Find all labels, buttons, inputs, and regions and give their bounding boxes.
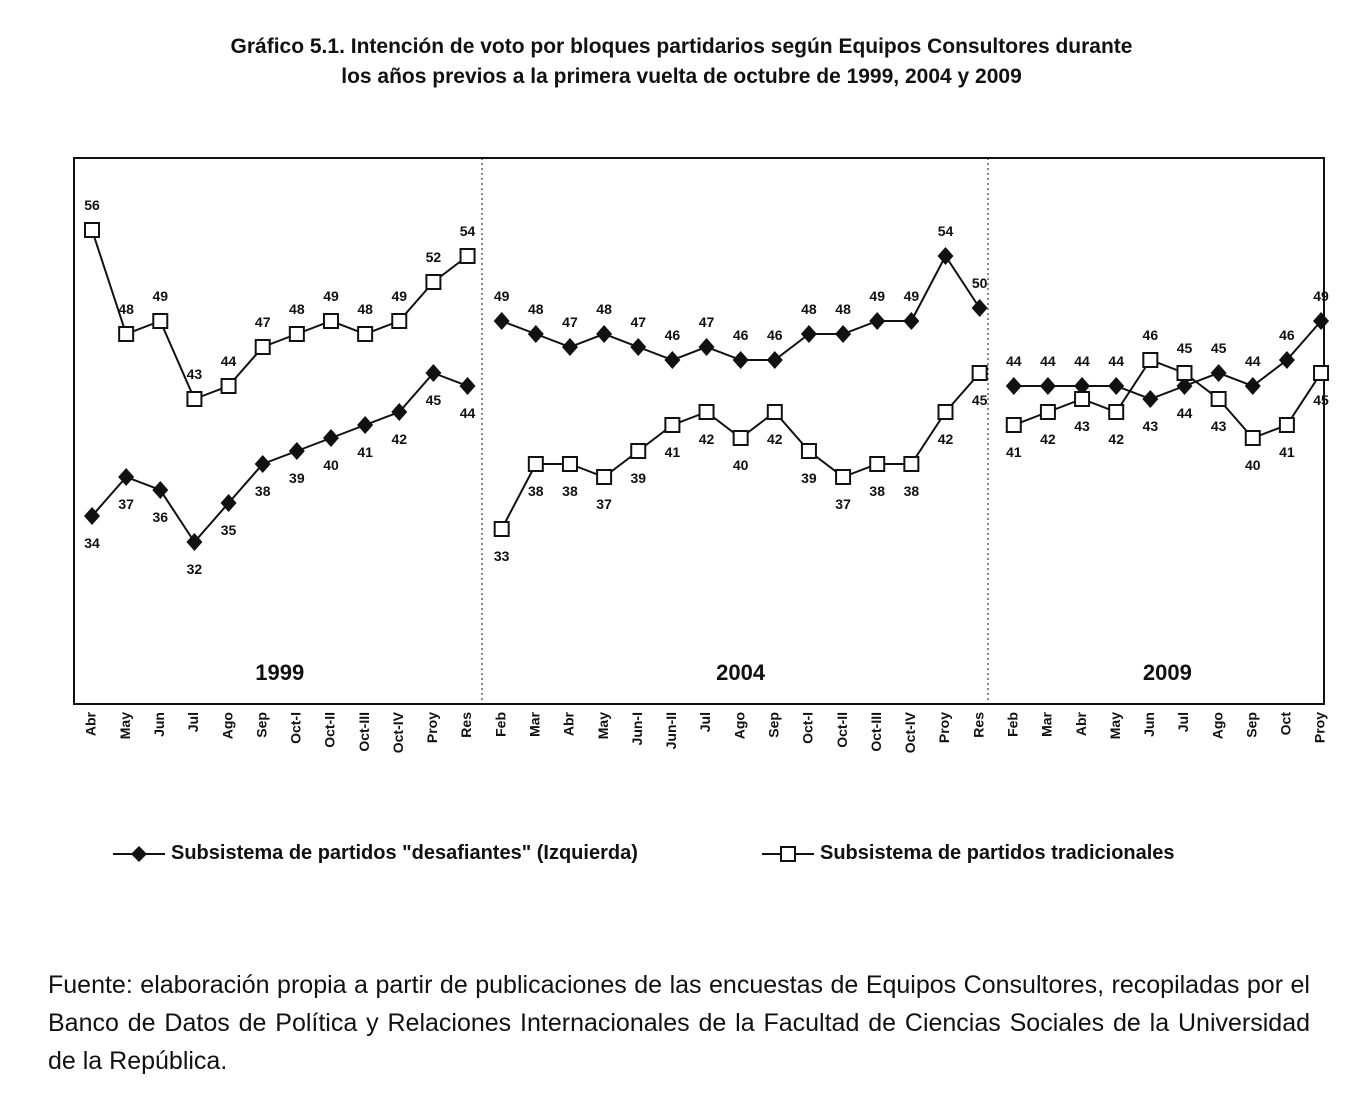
data-point-desafiantes <box>323 429 339 447</box>
data-point-desafiantes <box>972 299 988 317</box>
data-point-desafiantes <box>733 351 749 369</box>
data-label: 52 <box>425 249 442 265</box>
legend-label-desafiantes: Subsistema de partidos "desafiantes" (Izquierda) <box>171 842 638 864</box>
data-point-desafiantes <box>494 312 510 330</box>
data-label: 44 <box>1074 353 1090 369</box>
data-point-desafiantes <box>528 325 544 343</box>
data-point-desafiantes <box>835 325 851 343</box>
data-label: 39 <box>630 470 647 486</box>
data-label: 48 <box>289 301 305 317</box>
data-label: 42 <box>1108 431 1124 447</box>
data-point-tradicionales <box>85 223 99 237</box>
data-point-desafiantes <box>596 325 612 343</box>
x-tick-label: Oct-I <box>287 712 304 744</box>
data-point-tradicionales <box>1109 405 1123 419</box>
data-label: 45 <box>1210 340 1227 356</box>
data-label: 46 <box>1142 327 1159 343</box>
data-point-tradicionales <box>324 314 338 328</box>
data-point-tradicionales <box>802 444 816 458</box>
data-label: 40 <box>323 457 339 473</box>
data-point-desafiantes <box>767 351 783 369</box>
data-label: 42 <box>767 431 783 447</box>
data-point-desafiantes <box>1040 377 1056 395</box>
data-point-tradicionales <box>529 457 543 471</box>
data-label: 42 <box>391 431 408 447</box>
data-point-tradicionales <box>187 392 201 406</box>
x-tick-label: Oct-IV <box>902 712 919 754</box>
panel-year-label: 2009 <box>1142 660 1192 685</box>
data-point-tradicionales <box>1007 418 1021 432</box>
data-label: 40 <box>1244 457 1261 473</box>
panel-year-label: 1999 <box>255 660 305 685</box>
x-tick-label: Jun-I <box>628 712 645 746</box>
data-label: 43 <box>1210 418 1227 434</box>
x-tick-label: Oct-III <box>355 712 372 752</box>
data-point-tradicionales <box>1075 392 1089 406</box>
data-label: 36 <box>152 509 169 525</box>
data-point-tradicionales <box>973 366 987 380</box>
open-square-marker-icon <box>762 844 814 864</box>
data-point-tradicionales <box>290 327 304 341</box>
data-point-tradicionales <box>495 522 509 536</box>
data-label: 48 <box>118 301 134 317</box>
x-tick-label: Oct-IV <box>389 712 406 754</box>
data-point-tradicionales <box>665 418 679 432</box>
series-line-desafiantes <box>92 373 468 542</box>
data-label: 49 <box>493 288 510 304</box>
data-point-tradicionales <box>392 314 406 328</box>
data-point-tradicionales <box>631 444 645 458</box>
chart-legend <box>0 842 1363 872</box>
x-tick-label: Jun-II <box>663 712 680 750</box>
data-label: 32 <box>186 561 203 577</box>
x-tick-label: May <box>1106 712 1123 740</box>
x-tick-label: Jun <box>1141 712 1158 737</box>
x-tick-label: Jun <box>150 712 167 737</box>
data-label: 47 <box>254 314 271 330</box>
data-point-tradicionales <box>1177 366 1191 380</box>
x-tick-label: Feb <box>492 712 509 737</box>
data-label: 49 <box>152 288 169 304</box>
data-point-desafiantes <box>903 312 919 330</box>
data-point-tradicionales <box>734 431 748 445</box>
x-tick-label: Ago <box>731 712 748 740</box>
chart-title-line-2: los años previos a la primera vuelta de octubre de 1999, 2004 y 2009 <box>341 65 1022 88</box>
data-point-desafiantes <box>1006 377 1022 395</box>
data-label: 56 <box>84 197 100 213</box>
data-label: 41 <box>1279 444 1295 460</box>
data-label: 38 <box>869 483 886 499</box>
data-point-tradicionales <box>939 405 953 419</box>
data-label: 43 <box>186 366 203 382</box>
data-label: 42 <box>1040 431 1056 447</box>
data-label: 44 <box>1108 353 1124 369</box>
data-label: 39 <box>289 470 305 486</box>
x-tick-label: Res <box>970 712 987 738</box>
data-point-tradicionales <box>256 340 270 354</box>
x-tick-label: Abr <box>82 712 99 737</box>
x-tick-label: Jul <box>697 712 714 733</box>
data-label: 47 <box>562 314 578 330</box>
data-label: 44 <box>1040 353 1056 369</box>
x-tick-label: Ago <box>219 712 236 740</box>
legend-item-desafiantes <box>113 842 638 865</box>
data-point-tradicionales <box>700 405 714 419</box>
data-label: 38 <box>562 483 578 499</box>
data-point-desafiantes <box>1245 377 1261 395</box>
data-label: 44 <box>1005 353 1022 369</box>
x-tick-label: Jul <box>1175 712 1192 733</box>
data-label: 46 <box>664 327 681 343</box>
data-label: 49 <box>323 288 339 304</box>
data-label: 49 <box>391 288 408 304</box>
data-point-tradicionales <box>1143 353 1157 367</box>
data-point-tradicionales <box>358 327 372 341</box>
data-label: 46 <box>767 327 783 343</box>
data-label: 54 <box>459 223 476 239</box>
data-point-desafiantes <box>699 338 715 356</box>
data-label: 40 <box>732 457 749 473</box>
data-label: 45 <box>1313 392 1329 408</box>
x-tick-label: Proy <box>936 712 953 744</box>
x-tick-label: Res <box>458 712 475 738</box>
data-label: 47 <box>630 314 647 330</box>
x-tick-label: Sep <box>765 712 782 738</box>
x-tick-label: Oct-II <box>321 712 338 748</box>
source-note: Fuente: elaboración propia a partir de publicaciones de las encuestas de Equipos Consultores, recopiladas por el Banco de Datos de Política y Relaciones Internacionales de la Facultad de Ciencias Sociales de la Universidad de la República. <box>48 971 1310 1075</box>
data-label: 45 <box>425 392 442 408</box>
data-label: 34 <box>84 535 100 551</box>
data-label: 44 <box>220 353 237 369</box>
data-point-tradicionales <box>1314 366 1328 380</box>
x-tick-label: Proy <box>1311 712 1328 744</box>
data-point-tradicionales <box>563 457 577 471</box>
data-label: 49 <box>1313 288 1329 304</box>
data-label: 37 <box>596 496 612 512</box>
x-tick-label: Sep <box>253 712 270 738</box>
data-point-tradicionales <box>597 470 611 484</box>
data-point-desafiantes <box>357 416 373 434</box>
x-tick-label: Mar <box>1038 712 1055 737</box>
data-label: 48 <box>596 301 612 317</box>
data-point-tradicionales <box>870 457 884 471</box>
data-label: 44 <box>1244 353 1261 369</box>
data-label: 44 <box>1176 405 1193 421</box>
x-tick-label: Feb <box>1004 712 1021 737</box>
data-label: 47 <box>698 314 715 330</box>
data-point-desafiantes <box>869 312 885 330</box>
data-label: 41 <box>1005 444 1022 460</box>
data-label: 48 <box>528 301 544 317</box>
data-point-tradicionales <box>768 405 782 419</box>
data-label: 49 <box>903 288 920 304</box>
x-tick-label: Proy <box>424 712 441 744</box>
data-label: 38 <box>528 483 544 499</box>
data-point-desafiantes <box>1142 390 1158 408</box>
x-tick-label: Ago <box>1209 712 1226 740</box>
data-label: 44 <box>459 405 476 421</box>
data-point-desafiantes <box>152 481 168 499</box>
series-line-tradicionales <box>502 373 980 529</box>
data-point-tradicionales <box>461 249 475 263</box>
data-label: 45 <box>971 392 988 408</box>
data-label: 46 <box>1279 327 1295 343</box>
data-point-tradicionales <box>1280 418 1294 432</box>
data-label: 35 <box>220 522 237 538</box>
filled-diamond-marker-icon <box>113 844 165 864</box>
series-line-desafiantes <box>1014 321 1321 399</box>
panel-year-label: 2004 <box>716 660 766 685</box>
x-tick-label: Oct-II <box>833 712 850 748</box>
x-tick-label: Sep <box>1243 712 1260 738</box>
data-point-tradicionales <box>904 457 918 471</box>
x-tick-label: Oct <box>1277 712 1294 736</box>
x-tick-label: Mar <box>526 712 543 737</box>
data-point-desafiantes <box>664 351 680 369</box>
data-point-tradicionales <box>1041 405 1055 419</box>
data-label: 42 <box>698 431 715 447</box>
data-point-tradicionales <box>836 470 850 484</box>
data-point-desafiantes <box>801 325 817 343</box>
data-label: 48 <box>357 301 373 317</box>
x-tick-label: Jul <box>185 712 202 733</box>
data-point-desafiantes <box>630 338 646 356</box>
legend-label-tradicionales: Subsistema de partidos tradicionales <box>820 842 1175 864</box>
data-point-desafiantes <box>460 377 476 395</box>
data-point-desafiantes <box>1211 364 1227 382</box>
data-label: 48 <box>801 301 817 317</box>
data-point-tradicionales <box>153 314 167 328</box>
data-point-desafiantes <box>938 247 954 265</box>
series-line-tradicionales <box>1014 360 1321 438</box>
data-label: 33 <box>493 548 510 564</box>
data-label: 37 <box>835 496 851 512</box>
chart-title-line-1: Gráfico 5.1. Intención de voto por bloques partidarios según Equipos Consultores durante <box>230 35 1133 58</box>
data-label: 50 <box>971 275 988 291</box>
data-label: 41 <box>664 444 681 460</box>
data-point-desafiantes <box>289 442 305 460</box>
data-label: 54 <box>937 223 954 239</box>
data-point-tradicionales <box>1212 392 1226 406</box>
data-label: 42 <box>937 431 954 447</box>
x-tick-label: May <box>594 712 611 740</box>
data-point-desafiantes <box>1108 377 1124 395</box>
x-tick-label: Oct-I <box>799 712 816 744</box>
data-label: 37 <box>118 496 134 512</box>
data-label: 48 <box>835 301 851 317</box>
data-point-tradicionales <box>426 275 440 289</box>
data-point-tradicionales <box>222 379 236 393</box>
data-label: 45 <box>1176 340 1193 356</box>
x-tick-label: Abr <box>560 712 577 737</box>
x-tick-label: Abr <box>1072 712 1089 737</box>
data-point-tradicionales <box>119 327 133 341</box>
data-label: 38 <box>903 483 920 499</box>
legend-item-tradicionales <box>762 842 1175 865</box>
data-label: 38 <box>254 483 271 499</box>
data-label: 39 <box>801 470 817 486</box>
data-label: 43 <box>1142 418 1159 434</box>
data-point-tradicionales <box>1246 431 1260 445</box>
x-tick-label: Oct-III <box>867 712 884 752</box>
data-label: 49 <box>869 288 886 304</box>
data-point-desafiantes <box>562 338 578 356</box>
data-label: 43 <box>1074 418 1090 434</box>
data-label: 46 <box>732 327 749 343</box>
series-line-tradicionales <box>92 230 468 399</box>
data-label: 41 <box>357 444 373 460</box>
x-tick-label: May <box>116 712 133 740</box>
